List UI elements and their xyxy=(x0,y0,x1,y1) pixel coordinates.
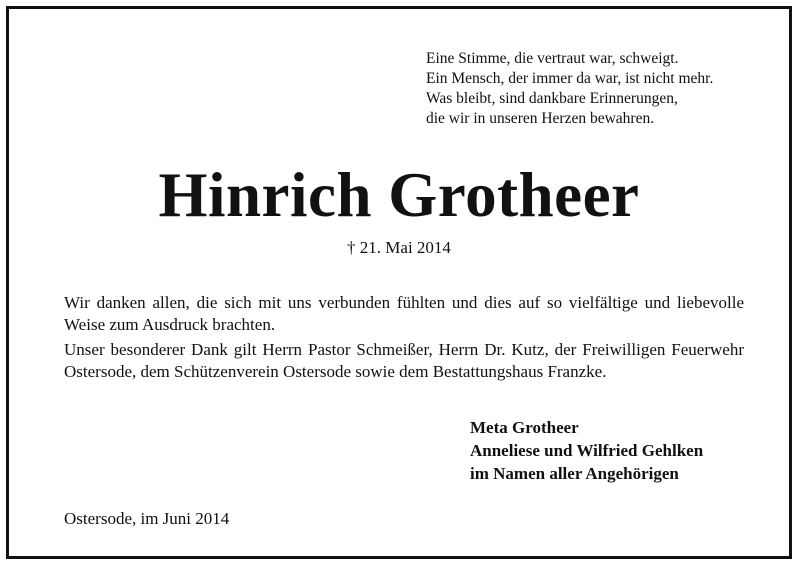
obituary-card xyxy=(6,6,792,559)
poem-line: Eine Stimme, die vertraut war, schweigt. xyxy=(426,50,679,67)
deceased-name: Hinrich Grotheer xyxy=(158,160,640,230)
signer-line: Meta Grotheer xyxy=(470,418,579,437)
poem-line: Ein Mensch, der immer da war, ist nicht mehr. xyxy=(426,70,714,87)
poem-line: Was bleibt, sind dankbare Erinnerungen, xyxy=(426,90,678,107)
place-and-date: Ostersode, im Juni 2014 xyxy=(64,509,230,528)
special-thanks-paragraph: Unser besonderer Dank gilt Herrn Pastor Schmeißer, Herrn Dr. Kutz, der Freiwilligen Feuerwehr Ostersode, dem Schützenverein Ostersode sowie dem Bestattungshaus Franzke. xyxy=(64,340,744,381)
thanks-paragraph: Wir danken allen, die sich mit uns verbunden fühlten und dies auf so vielfältige und liebevolle Weise zum Ausdruck brachten. xyxy=(64,293,744,334)
death-date: † 21. Mai 2014 xyxy=(347,238,451,257)
signers-block xyxy=(470,416,703,485)
poem-line: die wir in unseren Herzen bewahren. xyxy=(426,110,655,127)
memorial-poem xyxy=(426,49,713,129)
signer-line: im Namen aller Angehörigen xyxy=(470,464,679,483)
signer-line: Anneliese und Wilfried Gehlken xyxy=(470,441,704,460)
